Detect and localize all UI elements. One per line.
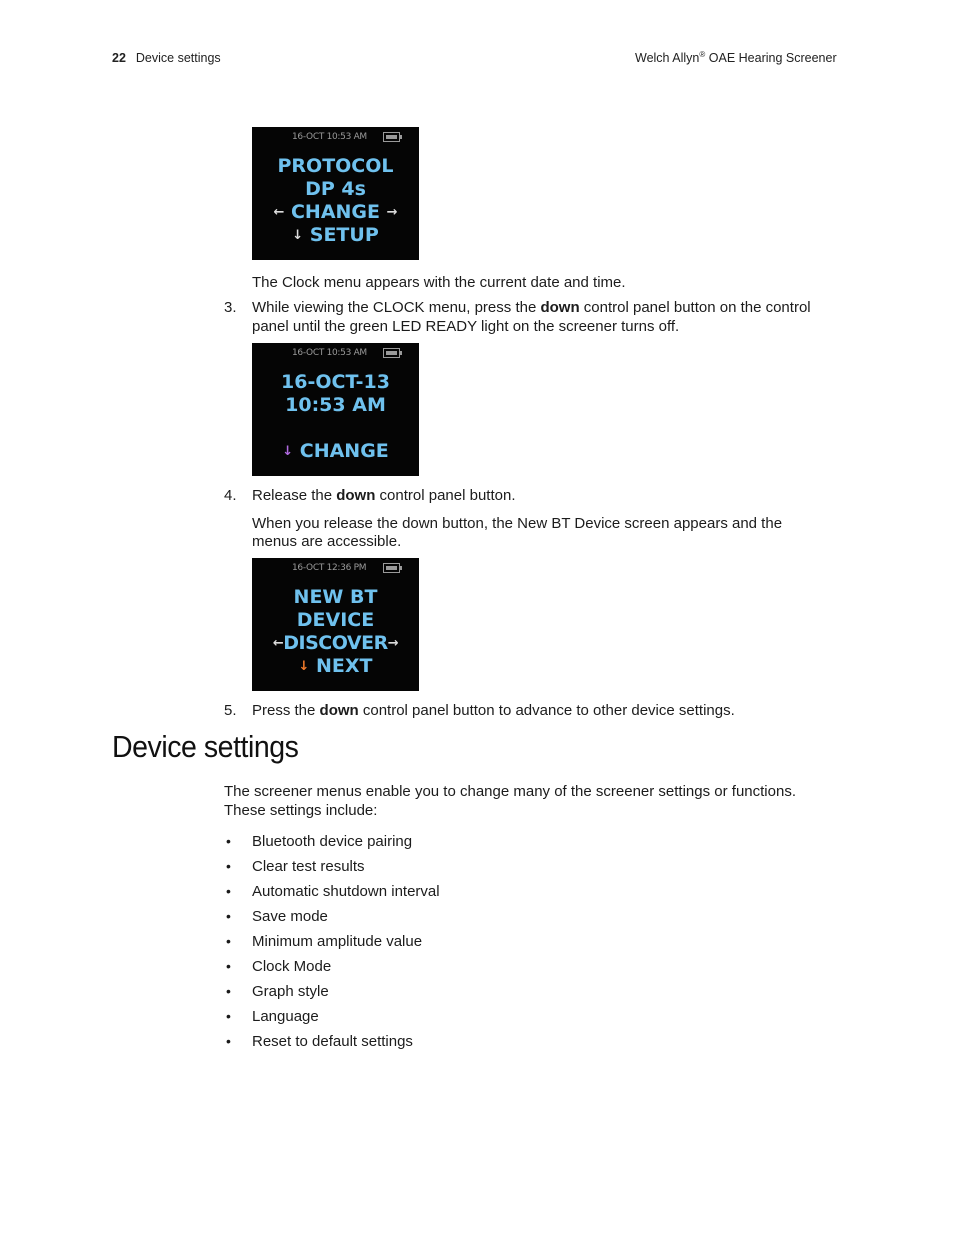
step-4-bold: down — [336, 487, 376, 504]
step-5 — [252, 701, 852, 720]
screen-line-dp4s: DP 4s — [305, 178, 366, 200]
list-item: Clock Mode — [252, 958, 332, 975]
screen-line-protocol: PROTOCOL — [277, 155, 394, 177]
screen-line-new-bt: NEW BT — [293, 586, 378, 608]
screen-line-discover-label: DISCOVER — [283, 632, 388, 654]
product-name: OAE Hearing Screener — [705, 51, 837, 65]
screen-line-change-label: CHANGE — [290, 201, 381, 223]
section-intro-line1: The screener menus enable you to change many of the screener settings or functions. — [224, 783, 796, 800]
bullet-icon: • — [226, 858, 231, 874]
left-arrow-icon: ← — [272, 636, 284, 651]
screen-line-device: DEVICE — [296, 609, 375, 631]
list-item: Reset to default settings — [252, 1033, 413, 1050]
step-number-5: 5. — [224, 702, 237, 719]
right-arrow-icon: → — [386, 205, 398, 220]
screen-line-setup — [252, 224, 419, 247]
step-number-4: 4. — [224, 487, 237, 504]
screen-line-next — [252, 655, 419, 678]
bullet-icon: • — [226, 933, 231, 949]
bullet-icon: • — [226, 833, 231, 849]
step-5-text-post: control panel button to advance to other device settings. — [358, 702, 735, 719]
list-item: Automatic shutdown interval — [252, 883, 440, 900]
step-5-bold: down — [319, 702, 359, 719]
bullet-icon: • — [226, 983, 231, 999]
list-item: Minimum amplitude value — [252, 933, 423, 950]
battery-icon — [383, 563, 400, 573]
screen-line-time: 10:53 AM — [285, 394, 386, 416]
list-item: Bluetooth device pairing — [252, 833, 413, 850]
section-intro-line2: These settings include: — [224, 802, 378, 819]
device-screen-new-bt-device — [252, 558, 419, 691]
section-heading: Device settings — [112, 729, 299, 764]
device-screen-clock — [252, 343, 419, 476]
step-4-note-line2: menus are accessible. — [252, 533, 402, 550]
screen-line-setup-label: SETUP — [309, 224, 379, 246]
page-number: 22 — [112, 51, 126, 65]
battery-icon — [383, 348, 400, 358]
step-4-text-pre: Release the — [252, 487, 337, 504]
right-arrow-icon: → — [387, 636, 399, 651]
left-arrow-icon: ← — [273, 205, 285, 220]
section-name: Device settings — [135, 51, 221, 65]
bullet-icon: • — [226, 1008, 231, 1024]
screen-line-date: 16-OCT-13 — [281, 371, 390, 393]
screen-status-datetime: 16-OCT 12:36 PM — [292, 563, 367, 573]
registered-mark: ® — [699, 49, 706, 59]
bullet-icon: • — [226, 883, 231, 899]
screen-status-datetime: 16-OCT 10:53 AM — [292, 132, 367, 142]
list-item: Clear test results — [252, 858, 365, 875]
step-number-3: 3. — [224, 299, 237, 316]
running-header-left — [112, 51, 221, 65]
bullet-icon: • — [226, 958, 231, 974]
step-3-bold: down — [540, 299, 580, 316]
bullet-icon: • — [226, 908, 231, 924]
screen-line-discover — [252, 632, 419, 655]
bullet-icon: • — [226, 1033, 231, 1049]
screen-line-change-label: CHANGE — [299, 440, 389, 462]
down-arrow-icon: ↓ — [282, 444, 294, 459]
brand-name: Welch Allyn — [635, 51, 700, 65]
step-4-text-post: control panel button. — [375, 487, 516, 504]
step-3-text-pre: While viewing the CLOCK menu, press the — [252, 299, 541, 316]
step-4-note-line1: When you release the down button, the New BT Device screen appears and the — [252, 515, 783, 532]
step-4 — [252, 486, 852, 505]
battery-icon — [383, 132, 400, 142]
screen-line-change — [252, 440, 419, 463]
step-3-line2: panel until the green LED READY light on the screener turns off. — [252, 318, 680, 335]
step-5-text-pre: Press the — [252, 702, 320, 719]
running-header-right — [635, 51, 837, 65]
down-arrow-icon: ↓ — [292, 228, 304, 243]
list-item: Graph style — [252, 983, 329, 1000]
list-item: Language — [252, 1008, 319, 1025]
step-3-line1 — [252, 298, 852, 317]
screen-line-next-label: NEXT — [316, 655, 373, 677]
down-arrow-icon: ↓ — [298, 659, 310, 674]
list-item: Save mode — [252, 908, 328, 925]
step-3-text-post: control panel button on the control — [579, 299, 811, 316]
device-screen-protocol — [252, 127, 419, 260]
screen-line-change — [252, 201, 419, 224]
clock-note: The Clock menu appears with the current date and time. — [252, 274, 626, 291]
screen-status-datetime: 16-OCT 10:53 AM — [292, 348, 367, 358]
